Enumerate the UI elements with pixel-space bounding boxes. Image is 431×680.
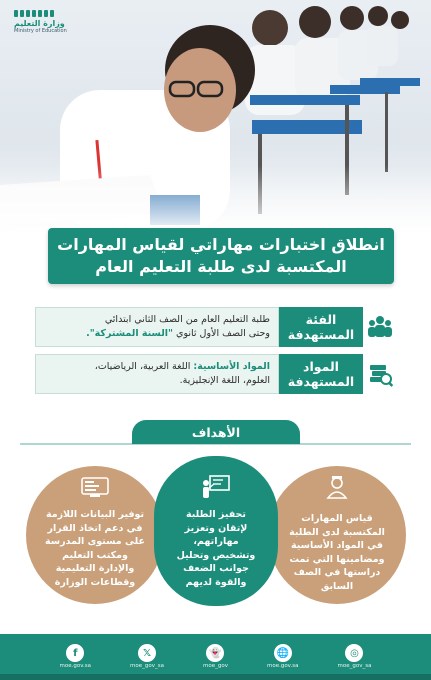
goal-circle-data — [26, 466, 164, 604]
instagram-handle: moe_gov_sa — [337, 663, 372, 669]
goal-right-line: قياس المهارات — [301, 513, 373, 524]
goal-right-line: دراستها في الصف — [293, 567, 381, 578]
goal-left-line: وقطاعات الوزارة — [54, 576, 136, 588]
twitter-handle: moe_gov_sa — [130, 663, 164, 669]
goal-right-line: المكتسبة لدى الطلبة — [289, 526, 385, 538]
goal-circle-measure — [268, 466, 406, 604]
target-group-text — [35, 307, 279, 347]
banner-line-2: المكتسبة لدى طلبة التعليم العام — [95, 257, 347, 276]
goal-middle-line: والقوة لديهم — [185, 576, 247, 588]
twitter-link[interactable] — [130, 644, 164, 669]
target-subjects-label-line2: المستهدفة — [287, 374, 355, 389]
target-group-label-line1: الفئة — [305, 312, 337, 327]
banner-line-1: انطلاق اختبارات مهاراتي لقياس المهارات — [57, 235, 385, 254]
teacher-board-icon — [201, 474, 231, 504]
goal-left-line: والإدارة التعليمية — [55, 563, 135, 574]
target-group-label-line2: المستهدفة — [287, 327, 355, 342]
target-subjects-label — [279, 354, 363, 394]
instagram-link[interactable] — [338, 644, 372, 669]
student-icon — [324, 476, 350, 504]
core-subjects-highlight: المواد الأساسية: — [193, 361, 270, 372]
ministry-logo — [14, 10, 67, 34]
hero-photo — [0, 0, 431, 235]
books-icon — [363, 354, 397, 394]
people-icon — [363, 307, 397, 347]
logo-name-en: Ministry of Education — [14, 28, 67, 34]
goal-middle-line: جوانب الضعف — [183, 563, 249, 574]
snapchat-icon: 👻 — [206, 644, 224, 662]
goal-left-text — [45, 508, 145, 589]
goal-middle-text — [177, 508, 256, 589]
snapchat-handle: moe_gov — [203, 663, 228, 669]
common-year-highlight: "السنة المشتركة". — [86, 328, 173, 339]
target-subjects-label-line1: المواد — [303, 359, 339, 374]
x-icon: 𝕏 — [138, 644, 156, 662]
target-group-text-line1: طلبة التعليم العام من الصف الثاني ابتدائي — [104, 314, 270, 325]
snapchat-link[interactable] — [203, 644, 228, 669]
goals-title: الأهداف — [132, 420, 300, 444]
target-subjects-list-1: اللغة العربية، الرياضيات، — [94, 361, 194, 372]
logo-name-ar: وزارة التعليم — [14, 19, 65, 28]
goal-left-line: في دعم اتخاذ القرار — [47, 522, 143, 534]
goal-left-line: على مستوى المدرسة — [45, 536, 145, 547]
website-link[interactable] — [267, 644, 299, 669]
goal-left-line: ومكتب التعليم — [62, 549, 128, 561]
data-report-icon — [80, 476, 110, 502]
goal-middle-line: تحفيز الطلبة — [186, 509, 246, 520]
title-banner — [48, 228, 394, 284]
goal-right-line: ومضامينها التي تمت — [289, 553, 385, 565]
goal-middle-line: لإتقان وتعزيز — [184, 522, 248, 534]
target-subjects-text — [35, 354, 279, 394]
target-subjects-text-line1 — [44, 360, 270, 374]
facebook-handle: moe.gov.sa — [59, 663, 92, 669]
goal-middle-line: مهاراتهم، — [193, 536, 239, 547]
target-group-row — [35, 307, 397, 347]
logo-icon — [14, 10, 54, 17]
goal-left-line: توفير البيانات اللازمة — [45, 509, 145, 520]
facebook-link[interactable] — [60, 644, 92, 669]
goal-right-line: في المواد الأساسية — [291, 540, 383, 551]
goal-right-text — [289, 512, 385, 593]
globe-icon: 🌐 — [274, 644, 292, 662]
facebook-icon: f — [66, 644, 84, 662]
goal-middle-line: وتشخيص وتحليل — [176, 549, 256, 561]
instagram-icon: ◎ — [345, 644, 363, 662]
bottom-bar — [0, 674, 431, 680]
target-subjects-text-line2: العلوم، اللغة الإنجليزية. — [179, 375, 270, 386]
target-group-text-line2 — [44, 327, 270, 341]
target-group-label — [279, 307, 363, 347]
goal-circle-motivate — [154, 456, 278, 606]
target-group-text-prefix: وحتى الصف الأول ثانوي — [172, 328, 270, 339]
website-handle: moe.gov.sa — [266, 663, 299, 669]
goal-right-line: السابق — [320, 580, 354, 592]
target-subjects-row — [35, 354, 397, 394]
